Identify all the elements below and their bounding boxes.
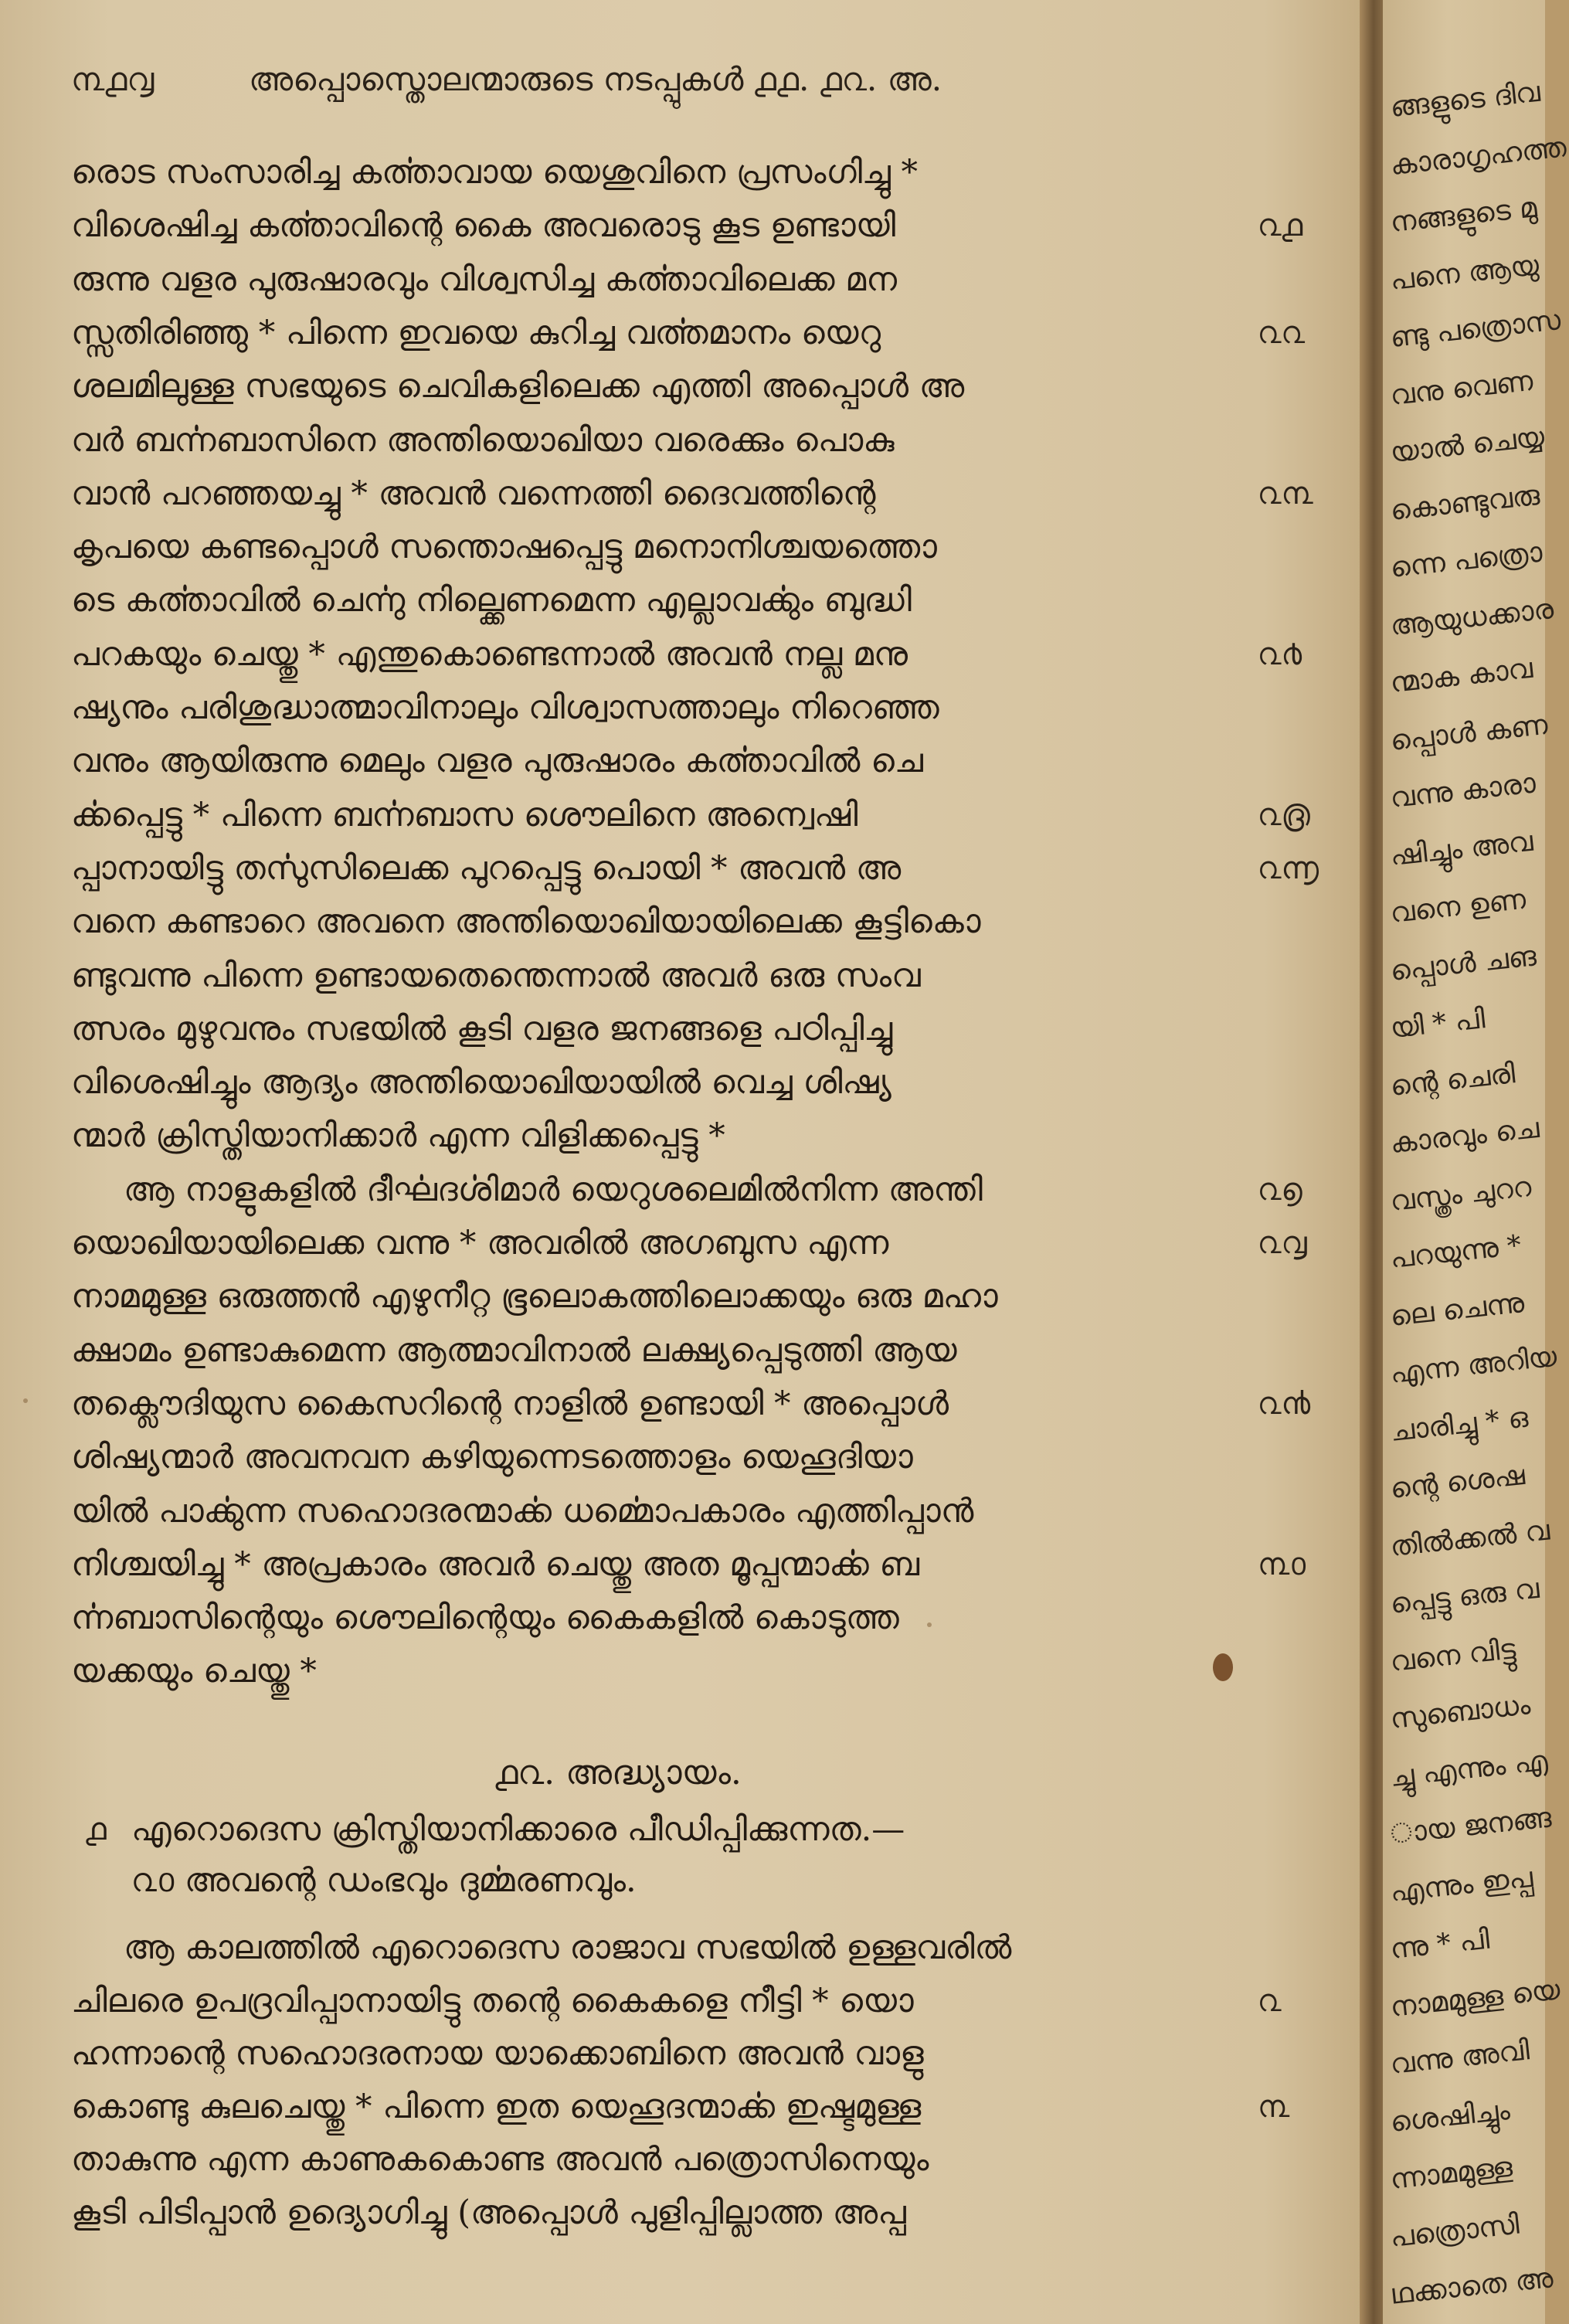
facing-page-line: എന്നും ഇപ്പ xyxy=(1388,1861,1535,1908)
facing-page-line: ചാരിച്ചു * ഒ xyxy=(1388,1401,1530,1448)
chapter-summary-line: ൨൦ അവന്റെ ഡംഭവും ദുൎമ്മരണവും. xyxy=(131,1861,637,1900)
facing-page-line: ണ്ടു പത്രൊസ xyxy=(1388,304,1562,354)
text-line: ശലമിലുള്ള സഭയുടെ ചെവികളിലെക്ക എത്തി അപ്പൊൾ അ xyxy=(71,367,965,406)
facing-page-line: വനെ ഉണ xyxy=(1388,883,1527,929)
facing-page-line: ശെഷിച്ചും xyxy=(1388,2094,1512,2139)
verse-number: ൨൫ xyxy=(1258,797,1310,833)
facing-page-line: എന്ന അറിയ xyxy=(1388,1340,1559,1390)
verse-number: ൨൧ xyxy=(1258,208,1303,244)
verse-number: ൨൭ xyxy=(1258,1171,1302,1208)
text-line: പറകയും ചെയ്തു * എന്തുകൊണ്ടെന്നാൽ അവൻ നല്ല മനു xyxy=(71,634,908,674)
facing-page-line: കാരാഗൃഹത്ത xyxy=(1388,131,1568,182)
facing-page-line: നാമമുള്ള യെ xyxy=(1388,1973,1562,2023)
verse-number: ൨൪ xyxy=(1258,636,1302,672)
text-line: സ്സതിരിഞ്ഞു * പിന്നെ ഇവയെ കുറിച്ച വൎത്തമാനം യെറു xyxy=(71,313,881,352)
text-line: നാമമുള്ള ഒരുത്തൻ എഴുനീറ്റ ഭൂലൊകത്തിലൊക്കയും ഒരു മഹാ xyxy=(71,1277,998,1317)
text-line: ടെ കൎത്താവിൽ ചെൎന്നു നില്ക്കെണമെന്ന എല്ലാവൎക്കും ബുദ്ധി xyxy=(71,581,912,620)
text-line: വനും ആയിരുന്നു മെലും വളര പുരുഷാരം കൎത്താവിൽ ചെ xyxy=(71,742,924,781)
chapter-title: ൧൨. അദ്ധ്യായം. xyxy=(494,1753,742,1792)
text-line: ൎക്കപ്പെട്ടു * പിന്നെ ബൎന്നബാസ ശൌലിനെ അന്വെഷി xyxy=(71,795,858,834)
verse-number: ൩ xyxy=(1258,2088,1290,2125)
text-line: ക്ഷാമം ഉണ്ടാകുമെന്ന ആത്മാവിനാൽ ലക്ഷ്യപ്പെടുത്തി ആയ xyxy=(71,1330,957,1370)
facing-page-line: ായ ജനങ്ങ xyxy=(1388,1802,1554,1850)
text-line: വിശെഷിച്ചും ആദ്യം അന്തിയൊഖിയായിൽ വെച്ച ശിഷ്യ xyxy=(71,1063,891,1103)
text-line: കൃപയെ കണ്ടപ്പൊൾ സന്തൊഷപ്പെട്ടു മനൊനിശ്ചയത്തൊ xyxy=(71,528,937,567)
chapter-summary-number: ൧ xyxy=(85,1812,107,1847)
text-line: യൊഖിയായിലെക്ക വന്നു * അവരിൽ അഗബുസ എന്ന xyxy=(71,1224,889,1262)
facing-page-line: നങ്ങളുടെ മു xyxy=(1388,192,1539,239)
facing-page-line: പ്പൊൾ ചങ xyxy=(1388,939,1538,987)
text-line: ഹന്നാന്റെ സഹൊദരനായ യാക്കൊബിനെ അവൻ വാളു xyxy=(71,2034,924,2073)
facing-page-line: ന്നാമമുള്ള xyxy=(1388,2151,1514,2196)
text-line: ആ നാളുകളിൽ ദീൎഘദൎശിമാർ യെറുശലെമിൽനിന്ന അന്തി xyxy=(124,1170,983,1209)
verse-number: ൨ xyxy=(1258,1983,1282,2019)
text-line: വർ ബൎന്നബാസിനെ അന്തിയൊഖിയാ വരെക്കും പൊകു xyxy=(71,420,895,460)
facing-page-line: ഥക്കാതെ അ xyxy=(1388,2262,1555,2311)
verse-number: ൨൯ xyxy=(1258,1385,1311,1422)
facing-page-line: ന്നെ പത്രൊ xyxy=(1388,536,1544,584)
facing-page-line: യാൽ ചെയ്യ xyxy=(1388,421,1547,469)
text-line: നിശ്ചയിച്ചു * അപ്രകാരം അവർ ചെയ്തു അത മൂപ്പന്മാൎക്ക ബ xyxy=(71,1544,920,1584)
facing-page-line: വന്നു അവി xyxy=(1388,2034,1531,2081)
paper-fleck xyxy=(927,1622,932,1627)
page-header xyxy=(71,60,1307,99)
text-line: ഷ്യനും പരിശുദ്ധാത്മാവിനാലും വിശ്വാസത്താലും നിറെഞ്ഞ xyxy=(71,688,939,727)
text-line: കൊണ്ടു കുലചെയ്തു * പിന്നെ ഇത യെഹൂദന്മാൎക്ക ഇഷ്ടമുള്ള xyxy=(71,2087,922,2126)
text-line: ശിഷ്യന്മാർ അവനവന കഴിയുന്നെടത്തൊളം യെഹൂദിയാ xyxy=(71,1438,913,1477)
facing-page-line: ലെ ചെന്നു xyxy=(1388,1286,1526,1333)
facing-page-line: സുബൊധം xyxy=(1388,1689,1532,1735)
text-line: പ്പാനായിട്ടു തൎസുസിലെക്ക പുറപ്പെട്ടു പൊയി * അവൻ അ xyxy=(71,848,902,888)
text-line: തക്ലൌദിയുസ കൈസറിന്റെ നാളിൽ ഉണ്ടായി * അപ്പൊൾ xyxy=(71,1384,949,1423)
text-line: രുന്നു വളര പുരുഷാരവും വിശ്വസിച്ച കൎത്താവിലെക്ക മന xyxy=(71,260,898,299)
verse-number: ൨൩ xyxy=(1258,475,1313,511)
text-line: ന്മാർ ക്രിസ്തിയാനിക്കാർ എന്ന വിളിക്കപ്പെട്ടു * xyxy=(71,1116,725,1156)
facing-page-line: യി * പി xyxy=(1388,1003,1487,1045)
text-line: ണ്ടുവന്നു പിന്നെ ഉണ്ടായതെന്തെന്നാൽ അവർ ഒരു സംവ xyxy=(71,956,921,995)
facing-page-line: ന്മാക കാവ xyxy=(1388,652,1534,699)
facing-page-line: പ്പെട്ടു ഒരു വ xyxy=(1388,1572,1541,1620)
text-line: കൂടി പിടിപ്പാൻ ഉദ്യൊഗിച്ചു (അപ്പൊൾ പുളിപ്പില്ലാത്ത അപ്പ xyxy=(71,2193,906,2232)
facing-page-line: തിൽക്കൽ വ xyxy=(1388,1514,1551,1563)
paper-fleck xyxy=(23,1398,28,1403)
facing-page-line: ങ്ങളുടെ ദിവ xyxy=(1388,76,1542,124)
facing-page-line: ഷിച്ചും അവ xyxy=(1388,825,1535,872)
chapter-summary-line: എറൊദെസ ക്രിസ്തിയാനിക്കാരെ പീഡിപ്പിക്കുന്നത.— xyxy=(131,1810,905,1849)
facing-page-line: ന്റെ ശെഷ xyxy=(1388,1459,1527,1505)
facing-page-line: ച്ചു എന്നും എ xyxy=(1388,1745,1550,1793)
facing-page-line: ന്റെ ചെരി xyxy=(1388,1057,1517,1103)
facing-page-line: വസ്ത്രം ചുററ xyxy=(1388,1170,1533,1218)
text-line: താകുന്നു എന്ന കാണുകകൊണ്ട അവൻ പത്രൊസിനെയും xyxy=(71,2140,929,2179)
facing-page-line: വനെ വിട്ടു xyxy=(1388,1633,1517,1678)
facing-page-line: പത്രൊസി xyxy=(1388,2208,1521,2254)
verse-number: ൨൬ xyxy=(1258,850,1319,886)
facing-page-line: ആയുധക്കാര xyxy=(1388,593,1555,642)
text-line: ആ കാലത്തിൽ എറൊദെസ രാജാവ സഭയിൽ ഉള്ളവരിൽ xyxy=(124,1928,1012,1967)
facing-page-line: ന്നു * പി xyxy=(1388,1923,1491,1966)
facing-page-line: കാരവും ചെ xyxy=(1388,1112,1541,1160)
verse-number: ൩൦ xyxy=(1258,1546,1306,1582)
text-line: വാൻ പറഞ്ഞയച്ചു * അവൻ വന്നെത്തി ദൈവത്തിന്റെ xyxy=(71,474,876,513)
facing-page-line: വന്നു കാരാ xyxy=(1388,767,1537,814)
facing-page-line: വനു വെണ xyxy=(1388,365,1535,412)
text-line: രൊട സംസാരിച്ച കൎത്താവായ യെശുവിനെ പ്രസംഗിച്ചു * xyxy=(71,153,919,192)
running-title: അപ്പൊസ്തൊലന്മാരുടെ നടപ്പുകൾ ൧൧. ൧൨. അ. xyxy=(249,60,942,98)
text-line: യിൽ പാൎക്കുന്ന സഹൊദരന്മാൎക്ക ധൎമ്മൊപകാരം എത്തിപ്പാൻ xyxy=(71,1491,974,1531)
text-line: വനെ കണ്ടാറെ അവനെ അന്തിയൊഖിയായിലെക്ക കൂട്ടികൊ xyxy=(71,902,981,942)
text-line: യക്കയും ചെയ്തു * xyxy=(71,1652,317,1691)
facing-page-line: പനെ ആയു xyxy=(1388,249,1540,297)
page-number: ൩൧൮ xyxy=(71,60,155,98)
facing-page-line: കൊണ്ടുവരു xyxy=(1388,479,1542,527)
text-line: ചിലരെ ഉപദ്രവിപ്പാനായിട്ടു തന്റെ കൈകളെ നീട്ടി * യൊ xyxy=(71,1981,914,2020)
text-line: ത്സരം മുഴുവനും സഭയിൽ കൂടി വളര ജനങ്ങളെ പഠിപ്പിച്ചു xyxy=(71,1009,893,1048)
ink-stain xyxy=(1213,1653,1233,1681)
text-line: ൎന്നബാസിന്റെയും ശൌലിന്റെയും കൈകളിൽ കൊടുത്ത xyxy=(71,1599,899,1638)
facing-page-line: പ്പൊൾ കണ xyxy=(1388,708,1550,757)
facing-page-line: പറയുന്നു * xyxy=(1388,1229,1523,1275)
verse-number: ൨൨ xyxy=(1258,314,1306,351)
text-line: വിശെഷിച്ച കൎത്താവിന്റെ കൈ അവരൊടു കൂട ഉണ്ടായി xyxy=(71,206,896,246)
verse-number: ൨൮ xyxy=(1258,1225,1307,1261)
